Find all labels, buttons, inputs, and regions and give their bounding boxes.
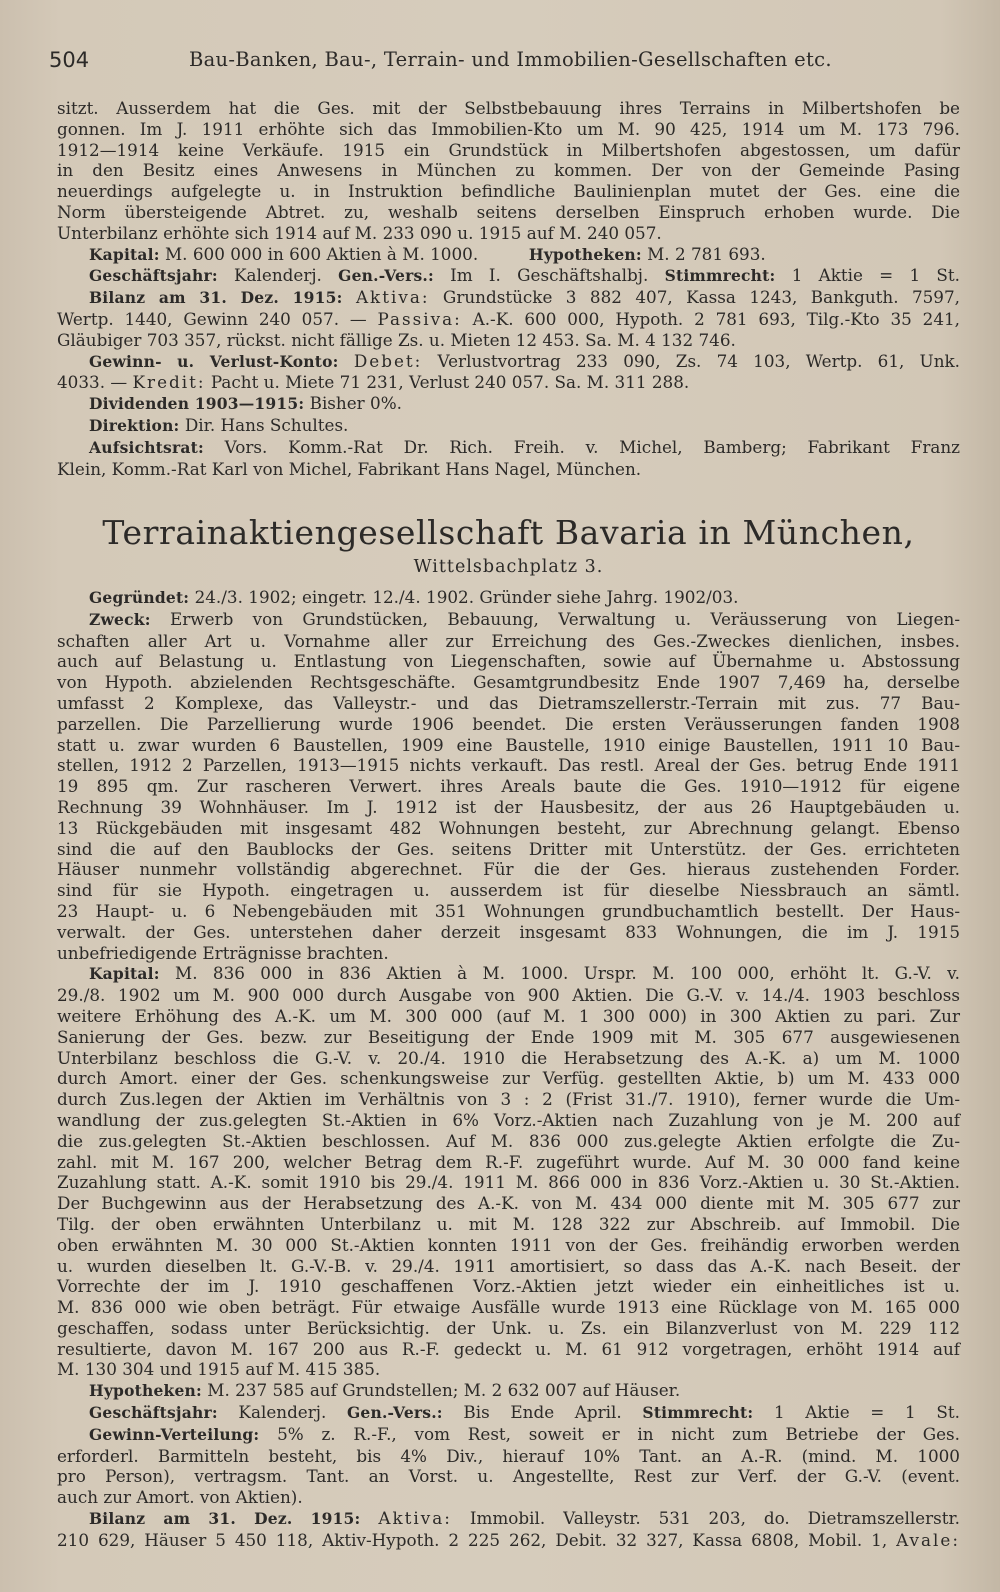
dividenden-label: Dividenden 1903—1915:: [89, 394, 305, 414]
gj-label: Geschäftsjahr:: [89, 266, 218, 286]
bilanz-value: Wertp. 1440, Gewinn 240 057. —: [57, 308, 367, 329]
text-line: Unterbilanz erhöhte sich 1914 auf M. 233 090 u. 1915 auf M. 240 057.: [57, 222, 662, 243]
page-number: 504: [49, 48, 90, 72]
text-line: [57, 372, 960, 393]
gv-value: Bis Ende April.: [463, 1402, 622, 1423]
aufsichtsrat-value: Vors. Komm.-Rat Dr. Rich. Freih. v. Michel, Bamberg; Fabrikant Franz: [224, 436, 961, 457]
text-line: Unterbilanz beschloss die G.-V. v. 20./4. 1910 die Herabsetzung des A.-K. a) um M. 1000: [57, 1047, 960, 1068]
stimmrecht-value: 1 Aktie = 1 St.: [773, 1402, 960, 1423]
text-line: unbefriedigende Erträgnisse brachten.: [57, 942, 389, 963]
text-line: Norm übersteigende Abtret. zu, weshalb seitens derselben Einspruch erhoben wurde. Die: [57, 201, 960, 222]
gv-value: Im I. Geschäftshalbj.: [450, 265, 649, 286]
text-line: statt u. zwar wurden 6 Baustellen, 1909 eine Baustelle, 1910 einige Baustellen, 1911 10 Bau-: [57, 734, 960, 755]
text-line: parzellen. Die Parzellierung wurde 1906 beendet. Die ersten Veräusserungen fanden 1908: [57, 713, 960, 734]
running-title: Bau-Banken, Bau-, Terrain- und Immobilien-Gesellschaften etc.: [189, 48, 832, 71]
text-line: umfasst 2 Komplexe, das Valleystr.- und das Dietramszellerstr.-Terrain mit zus. 77 Bau-: [57, 692, 960, 713]
guv-entry: [57, 351, 960, 373]
bilanz-value: Immobil. Valleystr. 531 203, do. Dietramszellerstr.: [469, 1508, 961, 1529]
text-line: [57, 309, 960, 330]
gj-label: Geschäftsjahr:: [89, 1403, 218, 1423]
text-line: M. 130 304 und 1915 auf M. 415 385.: [57, 1359, 381, 1380]
kapital-label: Kapital:: [89, 964, 160, 984]
bilanz-entry: [57, 1508, 960, 1530]
direktion-label: Direktion:: [89, 415, 180, 435]
text-line: pro Person), vertragsm. Tant. an Vorst. u. Angestellte, Rest zur Verf. der G.-V. (event.: [57, 1466, 960, 1487]
company-title: Terrainaktiengesellschaft Bavaria in München,: [102, 513, 915, 552]
stimmrecht-label: Stimmrecht:: [664, 266, 776, 286]
gegruendet-entry: [57, 587, 960, 609]
text-line: Rechnung 39 Wohnhäuser. Im J. 1912 ist der Hausbesitz, der aus 26 Hauptgebäuden u.: [57, 796, 960, 817]
hypotheken-label: Hypotheken:: [89, 1381, 202, 1401]
text-line: sind für sie Hypoth. eingetragen u. ausserdem ist für dieselbe Niessbrauch an sämtl.: [57, 880, 960, 901]
kapital-value: M. 836 000 in 836 Aktien à M. 1000. Urspr. M. 100 000, erhöht lt. G.-V. v.: [175, 963, 960, 984]
stimmrecht-label: Stimmrecht:: [642, 1403, 754, 1423]
text-line: zahl. mit M. 167 200, welcher Betrag dem R.-F. zugeführt wurde. Auf M. 30 000 fand keine: [57, 1151, 960, 1172]
text-line: sitzt. Ausserdem hat die Ges. mit der Selbstbebauung ihres Terrains in Milbertshofen be: [57, 98, 960, 118]
text-line: M. 836 000 wie oben beträgt. Für etwaige Ausfälle wurde 1913 eine Rücklage von M. 165 000: [57, 1297, 960, 1318]
gegruendet-label: Gegründet:: [89, 588, 190, 607]
text-line: geschaffen, sodass unter Berücksichtig. der Unk. u. Zs. ein Bilanzverlust von M. 229 112: [57, 1317, 960, 1338]
text-line: 23 Haupt- u. 6 Nebengebäuden mit 351 Wohnungen grundbuchamtlich bestellt. Der Haus-: [57, 900, 960, 921]
text-line: [57, 1530, 960, 1551]
text-line: Gläubiger 703 357, rückst. nicht fällige Zs. u. Mieten 12 453. Sa. M. 4 132 746.: [57, 329, 736, 350]
kapital-value: M. 600 000 in 600 Aktien à M. 1000.: [165, 243, 479, 264]
text-line: stellen, 1912 2 Parzellen, 1913—1915 nichts verkauft. Das restl. Areal der Ges. betrug Ende 1911: [57, 755, 960, 776]
text-line: Vorrechte der im J. 1910 geschaffenen Vorz.-Aktien jetzt wieder ein einheitliches ist u.: [57, 1276, 960, 1297]
text-line: 29./8. 1902 um M. 900 000 durch Ausgabe von 900 Aktien. Die G.-V. v. 14./4. 1903 beschloss: [57, 985, 960, 1006]
text-line: Häuser nunmehr vollständig abgerechnet. Für die der Ges. hieraus zustehenden Forder.: [57, 859, 960, 880]
gv-label: Gen.-Vers.:: [338, 266, 434, 286]
zweck-entry: [57, 609, 960, 631]
text-line: von Hypoth. abzielenden Rechtsgeschäfte. Gesamtgrundbesitz Ende 1907 7,469 ha, derselbe: [57, 672, 960, 693]
geschaeftsjahr-entry: [57, 1402, 960, 1424]
gewinn-verteilung-entry: [57, 1424, 960, 1446]
text-line: weitere Erhöhung des A.-K. um M. 300 000 (auf M. 1 300 000) in 300 Aktien zu pari. Zur: [57, 1005, 960, 1026]
text-line: 1912—1914 keine Verkäufe. 1915 ein Grundstück in Milbertshofen abgestossen, um dafür: [57, 139, 960, 160]
text-line: 19 895 qm. Zur rascheren Verwert. ihres Areals baute die Ges. 1910—1912 für eigene: [57, 776, 960, 797]
text-line: auch auf Belastung u. Entlastung von Liegenschaften, sowie auf Übernahme u. Abstossung: [57, 651, 960, 672]
text-line: die zus.gelegten St.-Aktien beschlossen. Auf M. 836 000 zus.gelegte Aktien erfolgte die Zu-: [57, 1130, 960, 1151]
zweck-value: Erwerb von Grundstücken, Bebauung, Verwaltung u. Veräusserung von Liegen-: [169, 608, 960, 629]
dividenden-entry: [57, 393, 960, 415]
text-line: in den Besitz eines Anwesens in München zu kommen. Der von der Gemeinde Pasing: [57, 160, 960, 181]
text-line: u. wurden dieselben lt. G.-V.-B. v. 29./4. 1911 amortisiert, so dass das A.-K. nach Beseit. der: [57, 1255, 960, 1276]
text-line: neuerdings aufgelegte u. in Instruktion befindliche Baulinienplan mutet der Ges. eine die: [57, 181, 960, 202]
text-line: sind die auf den Baublocks der Ges. seitens Dritter mit Unterstütz. der Ges. errichteten: [57, 838, 960, 859]
guv-value: 4033. —: [57, 372, 128, 393]
bilanz-label: Bilanz am 31. Dez. 1915:: [89, 288, 343, 308]
guv-value: Verlustvortrag 233 090, Zs. 74 103, Wertp. 61, Unk.: [437, 350, 961, 371]
passiva-label: Passiva:: [377, 308, 462, 329]
section-previous-company: [57, 98, 960, 479]
gewinn-verteilung-label: Gewinn-Verteilung:: [89, 1424, 260, 1444]
gegruendet-value: 24./3. 1902; eingetr. 12./4. 1902. Gründer siehe Jahrg. 1902/03.: [194, 587, 739, 607]
dividenden-value: Bisher 0%.: [309, 393, 402, 414]
text-line: Sanierung der Ges. bezw. zur Beseitigung der Ende 1909 mit M. 305 677 ausgewiesenen: [57, 1026, 960, 1047]
aufsichtsrat-label: Aufsichtsrat:: [89, 437, 204, 457]
bilanz-value: Grundstücke 3 882 407, Kassa 1243, Bankguth. 7597,: [442, 287, 960, 308]
text-line: verwalt. der Ges. unterstehen daher derzeit insgesamt 833 Wohnungen, die im J. 1915: [57, 921, 960, 942]
gj-value: Kalenderj.: [234, 265, 322, 286]
gv-label: Gen.-Vers.:: [346, 1403, 443, 1423]
section-bavaria: [57, 587, 960, 1551]
kredit-label: Kredit:: [132, 372, 206, 393]
direktion-entry: [57, 415, 960, 437]
debet-label: Debet:: [353, 350, 423, 371]
text-line: Tilg. der oben erwähnten Unterbilanz u. mit M. 128 322 zur Abschreib. auf Immobil. Die: [57, 1213, 960, 1234]
text-line: schaften aller Art u. Vornahme aller zur Erreichung des Ges.-Zweckes dienlichen, insbes.: [57, 630, 960, 651]
text-line: 13 Rückgebäuden mit insgesamt 482 Wohnungen besteht, zur Abrechnung gelangt. Ebenso: [57, 817, 960, 838]
text-line: Klein, Komm.-Rat Karl von Michel, Fabrikant Hans Nagel, München.: [57, 458, 642, 479]
bilanz-value: A.-K. 600 000, Hypoth. 2 781 693, Tilg.-Kto 35 241,: [472, 308, 961, 329]
stimmrecht-value: 1 Aktie = 1 St.: [791, 265, 960, 286]
text-line: durch Zus.legen der Aktien im Verhältnis von 3 : 2 (Frist 31./7. 1910), ferner wurde die Um-: [57, 1089, 960, 1110]
kapital-entry: [57, 963, 960, 985]
hypotheken-value: M. 237 585 auf Grundstellen; M. 2 632 007 auf Häuser.: [207, 1380, 681, 1401]
kapital-entry: [57, 244, 960, 266]
gewinn-verteilung-value: 5% z. R.-F., vom Rest, soweit er in nicht zum Betriebe der Ges.: [277, 1423, 960, 1444]
aufsichtsrat-entry: [57, 437, 960, 459]
text-line: wandlung der zus.gelegten St.-Aktien in 6% Vorz.-Aktien nach Zuzahlung von je M. 200 auf: [57, 1109, 960, 1130]
text-line: resultierte, davon M. 167 200 aus R.-F. gedeckt u. M. 61 912 vorgetragen, erhöht 1914 auf: [57, 1338, 960, 1359]
text-line: erforderl. Barmitteln besteht, bis 4% Div., hierauf 10% Tant. an A.-R. (mind. M. 1000: [57, 1445, 960, 1466]
hypotheken-value: M. 2 781 693.: [647, 243, 766, 264]
bilanz-entry: [57, 287, 960, 309]
bilanz-label: Bilanz am 31. Dez. 1915:: [89, 1509, 361, 1529]
kapital-label: Kapital:: [89, 244, 160, 264]
direktion-value: Dir. Hans Schultes.: [184, 414, 349, 435]
guv-value: Pacht u. Miete 71 231, Verlust 240 057. Sa. M. 311 288.: [210, 372, 690, 393]
text-line: Der Buchgewinn aus der Herabsetzung des A.-K. von M. 434 000 diente mit M. 305 677 zur: [57, 1193, 960, 1214]
hypotheken-entry: [57, 1380, 960, 1402]
avale-label: Avale:: [896, 1529, 960, 1550]
text-line: Zuzahlung statt. A.-K. somit 1910 bis 29./4. 1911 M. 866 000 in 836 Vorz.-Aktien u. 30 St.-Aktien.: [57, 1172, 960, 1193]
text-line: gonnen. Im J. 1911 erhöhte sich das Immobilien-Kto um M. 90 425, 1914 um M. 173 796.: [57, 118, 960, 139]
guv-label: Gewinn- u. Verlust-Konto:: [89, 351, 339, 371]
text-line: durch Amort. einer der Ges. schenkungsweise zur Verfüg. gestellten Aktie, b) um M. 433 000: [57, 1068, 960, 1089]
aktiva-label: Aktiva:: [378, 1508, 452, 1529]
bilanz-value: 210 629, Häuser 5 450 118, Aktiv-Hypoth. 2 225 262, Debit. 32 327, Kassa 6808, Mobil. 1,: [57, 1529, 888, 1550]
text-line: auch zur Amort. von Aktien).: [57, 1487, 303, 1508]
gj-value: Kalenderj.: [238, 1402, 327, 1423]
aktiva-label: Aktiva:: [355, 287, 430, 308]
page-header: [49, 48, 949, 80]
geschaeftsjahr-entry: [57, 265, 960, 287]
hypotheken-label: Hypotheken:: [528, 244, 642, 264]
zweck-label: Zweck:: [89, 609, 151, 629]
text-line: oben erwähnten M. 30 000 St.-Aktien konnten 1911 von der Ges. freihändig erworben werden: [57, 1234, 960, 1255]
company-address: Wittelsbachplatz 3.: [413, 557, 604, 577]
